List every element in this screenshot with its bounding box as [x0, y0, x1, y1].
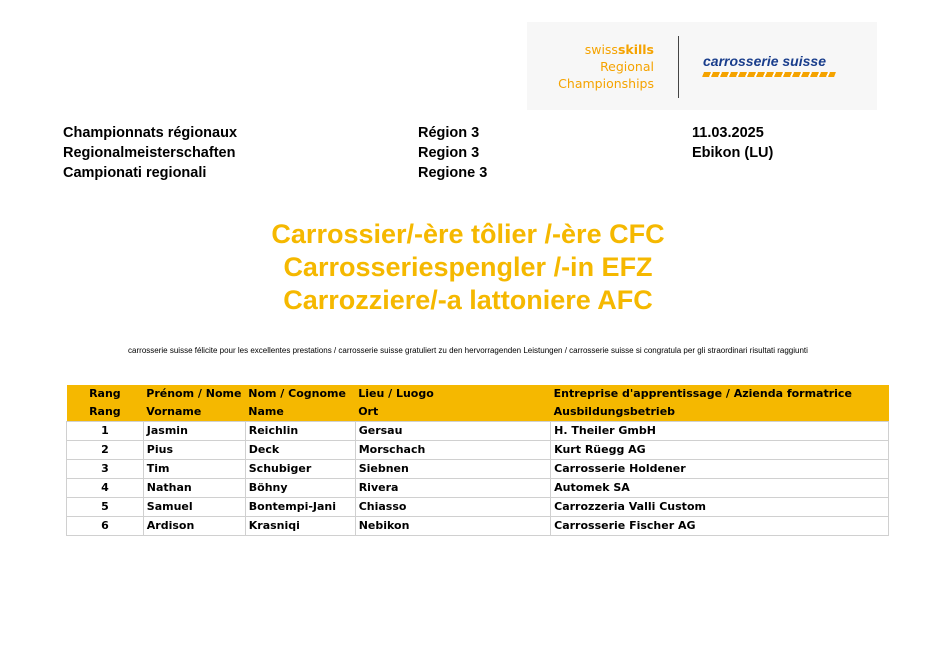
- first-name-cell: Pius: [143, 441, 245, 460]
- rank-cell: 2: [67, 441, 144, 460]
- header-cell: Nom / Cognome: [245, 385, 355, 403]
- region-block: [418, 123, 487, 183]
- table-row: [67, 422, 889, 441]
- rank-cell: 3: [67, 460, 144, 479]
- event-date: 11.03.2025: [692, 125, 764, 141]
- header-cell: Entreprise d'apprentissage / Azienda formatrice: [551, 385, 889, 403]
- company-cell: Carrosserie Fischer AG: [551, 517, 889, 536]
- results-table-header: [67, 385, 889, 422]
- date-location-block: [692, 123, 773, 163]
- event-name-fr: Championnats régionaux: [63, 125, 238, 141]
- first-name-cell: Jasmin: [143, 422, 245, 441]
- last-name-cell: Schubiger: [245, 460, 355, 479]
- location-cell: Morschach: [355, 441, 550, 460]
- location-cell: Rivera: [355, 479, 550, 498]
- region-fr: Région 3: [418, 125, 480, 141]
- header-cell: Lieu / Luogo: [355, 385, 550, 403]
- carrosserie-suisse-logo: carrosserie suisse: [703, 53, 826, 69]
- swissskills-logo-skills: skills: [617, 42, 654, 57]
- location-cell: Chiasso: [355, 498, 550, 517]
- rank-cell: 6: [67, 517, 144, 536]
- results-table-body: [67, 422, 889, 536]
- table-row: [67, 441, 889, 460]
- profession-title-it: Carrozziere/-a lattoniere AFC: [283, 285, 653, 315]
- first-name-cell: Nathan: [143, 479, 245, 498]
- location-cell: Gersau: [355, 422, 550, 441]
- table-row: [67, 460, 889, 479]
- swissskills-logo-regional: Regional: [600, 59, 654, 74]
- results-table: [66, 385, 889, 536]
- carrosserie-suisse-stripes: [702, 72, 836, 77]
- header-cell: Prénom / Nome: [143, 385, 245, 403]
- event-name-it: Campionati regionali: [63, 165, 207, 181]
- rank-cell: 1: [67, 422, 144, 441]
- event-name-block: [63, 123, 237, 183]
- company-cell: Carrozzeria Valli Custom: [551, 498, 889, 517]
- swissskills-logo-swiss: swiss: [584, 42, 618, 57]
- last-name-cell: Krasniqi: [245, 517, 355, 536]
- last-name-cell: Reichlin: [245, 422, 355, 441]
- first-name-cell: Tim: [143, 460, 245, 479]
- table-row: [67, 498, 889, 517]
- company-cell: Carrosserie Holdener: [551, 460, 889, 479]
- company-cell: Kurt Rüegg AG: [551, 441, 889, 460]
- table-row: [67, 517, 889, 536]
- profession-title-de: Carrosseriespengler /-in EFZ: [283, 252, 653, 282]
- region-de: Region 3: [418, 145, 480, 161]
- profession-title: [0, 218, 936, 317]
- company-cell: H. Theiler GmbH: [551, 422, 889, 441]
- profession-title-fr: Carrossier/-ère tôlier /-ère CFC: [271, 219, 665, 249]
- logo-area: [527, 22, 877, 110]
- header-cell: Ort: [355, 403, 550, 422]
- congratulations-text: carrosserie suisse félicite pour les excellentes prestations / carrosserie suisse gratuliert zu den hervorragenden Leistungen / carrosserie suisse si congratula per gli straordinari risultati raggiunti: [128, 346, 808, 355]
- event-name-de: Regionalmeisterschaften: [63, 145, 236, 161]
- header-cell: Vorname: [143, 403, 245, 422]
- rank-cell: 4: [67, 479, 144, 498]
- last-name-cell: Bontempi-Jani: [245, 498, 355, 517]
- swissskills-logo: [527, 41, 654, 92]
- region-it: Regione 3: [418, 165, 488, 181]
- last-name-cell: Deck: [245, 441, 355, 460]
- header-row: [67, 385, 889, 403]
- location-cell: Nebikon: [355, 517, 550, 536]
- company-cell: Automek SA: [551, 479, 889, 498]
- first-name-cell: Ardison: [143, 517, 245, 536]
- rank-cell: 5: [67, 498, 144, 517]
- header-row: [67, 403, 889, 422]
- swissskills-logo-championships: Championships: [558, 76, 654, 91]
- table-row: [67, 479, 889, 498]
- event-location: Ebikon (LU): [692, 145, 774, 161]
- header-cell: Ausbildungsbetrieb: [551, 403, 889, 422]
- location-cell: Siebnen: [355, 460, 550, 479]
- header-cell: Rang: [67, 385, 144, 403]
- logo-divider: [678, 36, 679, 98]
- first-name-cell: Samuel: [143, 498, 245, 517]
- header-cell: Name: [245, 403, 355, 422]
- header-cell: Rang: [67, 403, 144, 422]
- last-name-cell: Böhny: [245, 479, 355, 498]
